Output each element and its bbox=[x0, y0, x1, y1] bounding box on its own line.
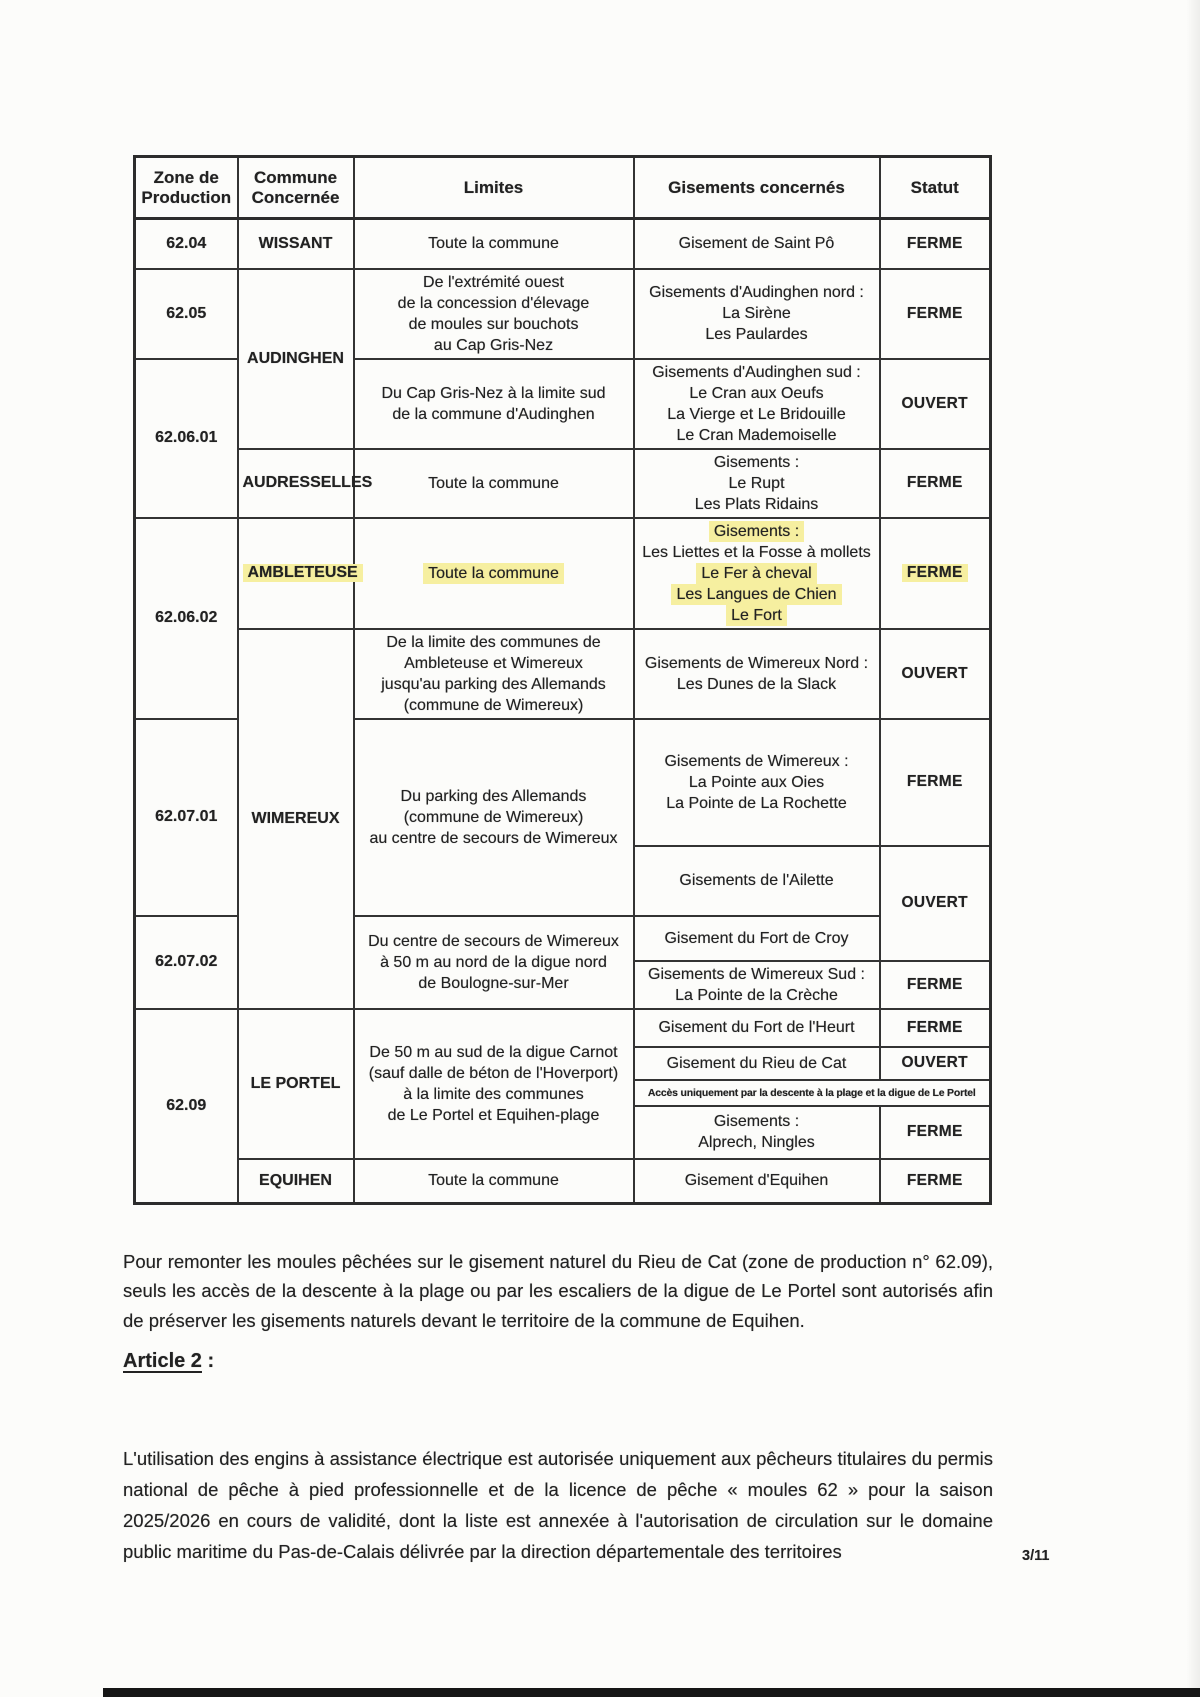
gisement-line: Les Dunes de la Slack bbox=[676, 675, 837, 693]
gisement-text: Les Liettes et la Fosse à mollets bbox=[642, 543, 871, 561]
commune-cell: AUDINGHEN bbox=[238, 269, 354, 449]
gisements-cell bbox=[634, 629, 880, 719]
gisements-cell: Gisement du Rieu de Cat bbox=[634, 1047, 880, 1080]
gisement-line: Les Plats Ridains bbox=[694, 495, 819, 513]
header-gisements: Gisements concernés bbox=[634, 157, 880, 219]
limites-line: de Le Portel et Equihen-plage bbox=[387, 1106, 600, 1124]
limites-line: Du centre de secours de Wimereux bbox=[368, 932, 619, 950]
limites-line: (commune de Wimereux) bbox=[403, 808, 584, 826]
commune-cell: EQUIHEN bbox=[238, 1159, 354, 1204]
table-row bbox=[135, 629, 991, 719]
limites-line: Ambleteuse et Wimereux bbox=[404, 654, 583, 672]
highlighted-text: Les Langues de Chien bbox=[671, 584, 841, 605]
commune-cell: LE PORTEL bbox=[238, 1009, 354, 1159]
gisements-cell bbox=[634, 719, 880, 846]
gisement-line: Gisements de Wimereux Sud : bbox=[648, 965, 865, 983]
gisement-line: Gisements de Wimereux Nord : bbox=[644, 654, 869, 672]
gisements-cell bbox=[634, 359, 880, 449]
gisement-line: Gisements : bbox=[713, 1113, 800, 1130]
limites-line: au centre de secours de Wimereux bbox=[369, 829, 618, 847]
zone-cell: 62.06.01 bbox=[135, 359, 238, 518]
access-note: Accès uniquement par la descente à la plage et la digue de Le Portel bbox=[634, 1080, 991, 1106]
statut-cell: FERME bbox=[880, 961, 991, 1009]
gisement-line bbox=[639, 521, 875, 542]
gisements-cell bbox=[634, 269, 880, 359]
limites-line: (sauf dalle de béton de l'Hoverport) bbox=[368, 1064, 619, 1082]
gisement-line: La Vierge et Le Bridouille bbox=[667, 405, 846, 423]
paragraph-article-2: L'utilisation des engins à assistance électrique est autorisée uniquement aux pêcheurs titulaires du permis national de pêche à pied professionnelle et de la licence de pêche « moules 62 » pour la saison 2025/2026 en cours de validité, dont la liste est annexée à l'autorisation de circulation sur le domaine public maritime du Pas-de-Calais délivrée par la direction départementale des territoires bbox=[123, 1447, 993, 1562]
limites-cell bbox=[354, 629, 634, 719]
limites-line: De l'extrémité ouest bbox=[423, 273, 564, 291]
scan-artifact-bar bbox=[103, 1688, 1200, 1697]
gisements-cell bbox=[634, 961, 880, 1009]
gisement-line: Les Paulardes bbox=[705, 326, 808, 343]
statut-cell: FERME bbox=[880, 1106, 991, 1159]
highlighted-text: Toute la commune bbox=[423, 563, 564, 584]
table-row-highlighted bbox=[135, 518, 991, 629]
statut-cell: FERME bbox=[880, 449, 991, 518]
limites-cell: Toute la commune bbox=[354, 1159, 634, 1204]
limites-line: de la concession d'élevage bbox=[397, 294, 590, 312]
gisement-line bbox=[639, 584, 875, 605]
gisement-line: Le Rupt bbox=[728, 474, 785, 492]
limites-line: De 50 m au sud de la digue Carnot bbox=[369, 1043, 618, 1061]
gisement-line: Le Cran Mademoiselle bbox=[676, 426, 837, 444]
limites-line: de Boulogne-sur-Mer bbox=[418, 974, 569, 992]
limites-line: Du Cap Gris-Nez à la limite sud bbox=[381, 384, 606, 402]
page-number: 3/11 bbox=[1022, 1548, 1050, 1564]
gisement-line: Gisements d'Audinghen sud : bbox=[652, 363, 861, 381]
gisements-cell bbox=[634, 1106, 880, 1159]
commune-cell: WISSANT bbox=[238, 219, 354, 269]
commune-cell bbox=[238, 518, 358, 629]
statut-cell: FERME bbox=[880, 1009, 991, 1047]
gisement-line: Le Cran aux Oeufs bbox=[689, 384, 824, 402]
gisement-line: La Pointe aux Oies bbox=[688, 773, 825, 791]
limites-cell bbox=[354, 269, 634, 359]
zone-cell: 62.06.02 bbox=[135, 518, 238, 719]
statut-cell: OUVERT bbox=[880, 359, 991, 449]
gisement-line: Gisements : bbox=[713, 453, 800, 471]
commune-cell: WIMEREUX bbox=[238, 629, 354, 1009]
highlighted-text: AMBLETEUSE bbox=[243, 564, 363, 582]
article-2-colon: : bbox=[201, 1350, 215, 1372]
limites-line: à 50 m au nord de la digue nord bbox=[380, 953, 607, 971]
table-row bbox=[135, 1159, 991, 1204]
statut-cell: OUVERT bbox=[880, 629, 991, 719]
limites-cell bbox=[354, 1009, 634, 1159]
scan-edge-shadow bbox=[1186, 0, 1200, 1697]
zone-cell: 62.07.02 bbox=[135, 916, 238, 1009]
header-statut: Statut bbox=[880, 157, 991, 219]
header-commune: Commune Concernée bbox=[238, 157, 354, 219]
gisements-cell: Gisement du Fort de Croy bbox=[634, 916, 880, 961]
header-limites: Limites bbox=[354, 157, 634, 219]
header-zone: Zone de Production bbox=[135, 157, 238, 219]
production-zones-table bbox=[133, 155, 992, 1205]
statut-cell: FERME bbox=[880, 719, 991, 846]
limites-line: au Cap Gris-Nez bbox=[433, 336, 554, 354]
statut-cell: FERME bbox=[880, 219, 991, 269]
statut-cell: OUVERT bbox=[880, 1047, 991, 1080]
limites-line: (commune de Wimereux) bbox=[403, 696, 584, 714]
highlighted-text: Gisements : bbox=[709, 521, 804, 542]
limites-line: de la commune d'Audinghen bbox=[392, 405, 595, 423]
gisements-cell: Gisements de l'Ailette bbox=[634, 846, 880, 916]
table-header-row bbox=[135, 157, 991, 219]
limites-line: jusqu'au parking des Allemands bbox=[381, 675, 606, 693]
statut-cell bbox=[880, 518, 991, 629]
zone-cell: 62.04 bbox=[135, 219, 238, 269]
statut-cell: FERME bbox=[880, 1159, 991, 1204]
limites-line: De la limite des communes de bbox=[386, 633, 601, 651]
table-row bbox=[135, 219, 991, 269]
gisement-line: La Sirène bbox=[722, 305, 791, 322]
table-row bbox=[135, 269, 991, 359]
limites-cell: Toute la commune bbox=[354, 449, 634, 518]
article-2-label: Article 2 bbox=[123, 1350, 202, 1372]
limites-line: Du parking des Allemands bbox=[400, 787, 587, 805]
gisement-line bbox=[639, 563, 875, 584]
gisement-line: La Pointe de la Crèche bbox=[675, 986, 838, 1004]
highlighted-text: Le Fer à cheval bbox=[696, 563, 816, 584]
gisement-line: La Pointe de La Rochette bbox=[666, 794, 847, 812]
highlighted-text: Le Fort bbox=[726, 605, 787, 626]
statut-cell: OUVERT bbox=[880, 846, 991, 961]
highlighted-text: FERME bbox=[902, 564, 968, 582]
gisements-cell: Gisement de Saint Pô bbox=[634, 219, 880, 269]
table-row bbox=[135, 1009, 991, 1047]
zone-cell: 62.05 bbox=[135, 269, 238, 359]
gisements-cell: Gisement d'Equihen bbox=[634, 1159, 880, 1204]
limites-line: à la limite des communes bbox=[403, 1085, 584, 1103]
article-2-heading bbox=[123, 1350, 214, 1373]
limites-cell bbox=[354, 518, 634, 629]
gisements-cell bbox=[634, 449, 880, 518]
limites-cell bbox=[354, 916, 634, 1009]
limites-cell bbox=[354, 359, 634, 449]
gisements-cell bbox=[634, 518, 880, 629]
gisement-line: Alprech, Ningles bbox=[698, 1134, 815, 1151]
zone-cell: 62.07.01 bbox=[135, 719, 238, 916]
commune-cell: AUDRESSELLES bbox=[238, 449, 354, 518]
gisement-line: Gisements de Wimereux : bbox=[664, 752, 849, 770]
gisement-line bbox=[639, 605, 875, 626]
gisements-cell: Gisement du Fort de l'Heurt bbox=[634, 1009, 880, 1047]
limites-cell bbox=[354, 719, 634, 916]
zone-cell: 62.09 bbox=[135, 1009, 238, 1204]
statut-cell: FERME bbox=[880, 269, 991, 359]
limites-line: de moules sur bouchots bbox=[408, 315, 579, 333]
gisement-line bbox=[639, 542, 875, 563]
paragraph-rieu-de-cat: Pour remonter les moules pêchées sur le gisement naturel du Rieu de Cat (zone de production n° 62.09), seuls les accès de la descente à la plage ou par les escaliers de la digue de Le Portel sont autorisés afin de préserver les gisements naturels devant le territoire de la commune de Equihen. bbox=[123, 1250, 993, 1331]
table-row bbox=[135, 449, 991, 518]
gisement-line: Gisements d'Audinghen nord : bbox=[649, 284, 864, 301]
limites-cell: Toute la commune bbox=[354, 219, 634, 269]
